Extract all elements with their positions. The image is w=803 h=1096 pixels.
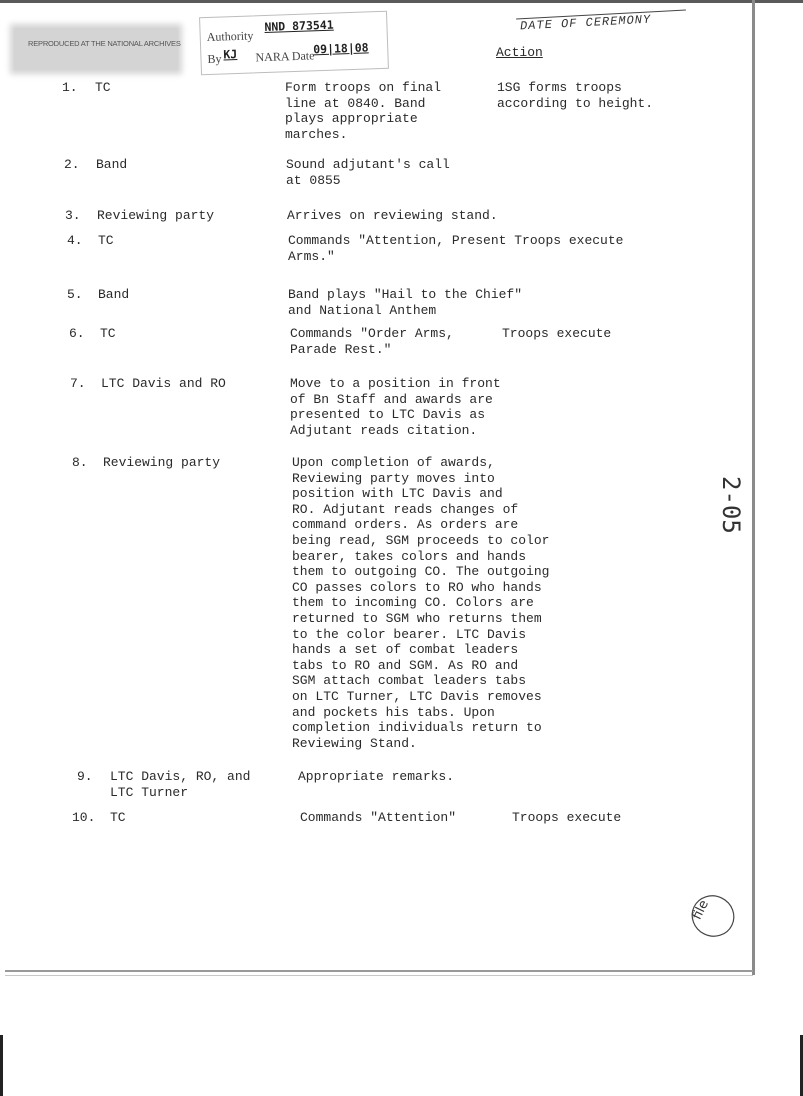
action-column-heading: Action	[496, 45, 543, 60]
step-description-line: on LTC Turner, LTC Davis removes	[292, 689, 542, 704]
step-description-line: of Bn Staff and awards are	[290, 391, 493, 407]
step-participant: TC	[110, 810, 126, 825]
step-description-line: them to outgoing CO. The outgoing	[292, 564, 550, 580]
step-action-line: Troops execute	[512, 810, 622, 825]
authority-label: Authority	[206, 28, 254, 45]
step-description-line: Commands "Attention"	[300, 810, 457, 825]
file-mark-text: file	[689, 897, 712, 923]
step-description-line: SGM attach combat leaders tabs	[292, 673, 527, 689]
step-description-line: Sound adjutant's call	[286, 157, 450, 172]
scan-left-edge	[0, 1035, 3, 1096]
authority-line	[206, 28, 253, 45]
handwritten-margin-note: 2-05	[717, 476, 745, 534]
step-description-line: completion individuals return to	[292, 720, 542, 736]
step-description-line: Commands "Order Arms,	[290, 326, 454, 341]
step-description-line: Form troops on final	[285, 80, 442, 95]
step-description-line: CO passes colors to RO who hands	[292, 579, 542, 595]
step-description-line: plays appropriate	[285, 111, 418, 127]
step-description-line: Reviewing party moves into	[292, 470, 495, 486]
step-participant: LTC Davis and RO	[101, 376, 226, 391]
step-number: 7.	[70, 376, 86, 391]
step-description-line: being read, SGM proceeds to color	[292, 533, 550, 548]
step-number: 6.	[69, 326, 85, 341]
page-bottom-edge-shadow	[5, 975, 753, 976]
step-number: 1.	[62, 80, 78, 95]
step-description-line: Arrives on reviewing stand.	[287, 208, 498, 223]
step-participant: LTC Turner	[110, 784, 189, 800]
step-number: 3.	[65, 208, 81, 223]
step-description-line: Arms."	[288, 248, 335, 264]
step-description-line: RO. Adjutant reads changes of	[292, 501, 519, 517]
step-description-line: Reviewing Stand.	[292, 735, 417, 751]
step-description-line: to the color bearer. LTC Davis	[292, 626, 527, 642]
page-bottom-edge	[5, 970, 753, 972]
step-description-line: Commands "Attention, Present Troops execute	[288, 233, 624, 248]
page-top-edge	[0, 0, 803, 3]
handwritten-file-mark	[687, 890, 740, 942]
step-description-line: them to incoming CO. Colors are	[292, 595, 534, 611]
step-description-line: Appropriate remarks.	[298, 769, 455, 784]
nara-date-value: 09|18|08	[312, 40, 369, 57]
step-number: 8.	[72, 455, 88, 470]
step-participant: TC	[100, 326, 116, 341]
step-description-line: bearer, takes colors and hands	[292, 548, 527, 564]
nara-stamp-text: REPRODUCED AT THE NATIONAL ARCHIVES	[28, 39, 181, 48]
step-participant: Band	[98, 287, 130, 302]
step-description-line: returned to SGM who returns them	[292, 611, 542, 626]
nara-reproduction-stamp	[14, 28, 181, 70]
step-number: 10.	[72, 810, 96, 825]
step-description-line: marches.	[285, 126, 348, 142]
step-participant: Reviewing party	[97, 208, 215, 223]
step-number: 9.	[77, 769, 93, 784]
step-participant: Reviewing party	[103, 455, 221, 470]
step-action-line: according to height.	[497, 95, 654, 111]
step-action-line: 1SG forms troops	[497, 80, 622, 95]
step-description-line: hands a set of combat leaders	[292, 642, 519, 658]
step-description-line: presented to LTC Davis as	[290, 407, 486, 423]
step-description-line: position with LTC Davis and	[292, 486, 503, 502]
step-description-line: at 0855	[286, 172, 341, 188]
step-number: 2.	[64, 157, 80, 172]
date-of-ceremony-heading: DATE OF CEREMONY	[519, 12, 652, 34]
step-description-line: line at 0840. Band	[285, 95, 426, 111]
step-description-line: and National Anthem	[288, 302, 437, 318]
step-participant: LTC Davis, RO, and	[110, 769, 251, 784]
step-participant: Band	[96, 157, 128, 172]
step-description-line: Band plays "Hail to the Chief"	[288, 287, 523, 302]
step-description-line: tabs to RO and SGM. As RO and	[292, 657, 519, 673]
step-participant: TC	[98, 233, 114, 248]
by-label: By	[207, 51, 222, 67]
step-number: 4.	[67, 233, 83, 248]
step-description-line: Move to a position in front	[290, 376, 501, 391]
step-action-line: Troops execute	[502, 326, 612, 341]
step-description-line: and pockets his tabs. Upon	[292, 704, 495, 720]
step-description-line: Parade Rest."	[290, 341, 392, 357]
nara-date-label: NARA Date	[255, 48, 315, 65]
step-description-line: Upon completion of awards,	[292, 455, 495, 470]
authority-value: NND 873541	[264, 17, 334, 35]
step-number: 5.	[67, 287, 83, 302]
page-right-edge	[752, 0, 755, 975]
step-description-line: Adjutant reads citation.	[290, 422, 478, 438]
file-mark-circle-icon	[681, 885, 744, 947]
declassification-authority-stamp	[199, 11, 389, 76]
step-description-line: command orders. As orders are	[292, 517, 519, 533]
by-initials: KJ	[223, 46, 238, 62]
step-participant: TC	[95, 80, 111, 95]
